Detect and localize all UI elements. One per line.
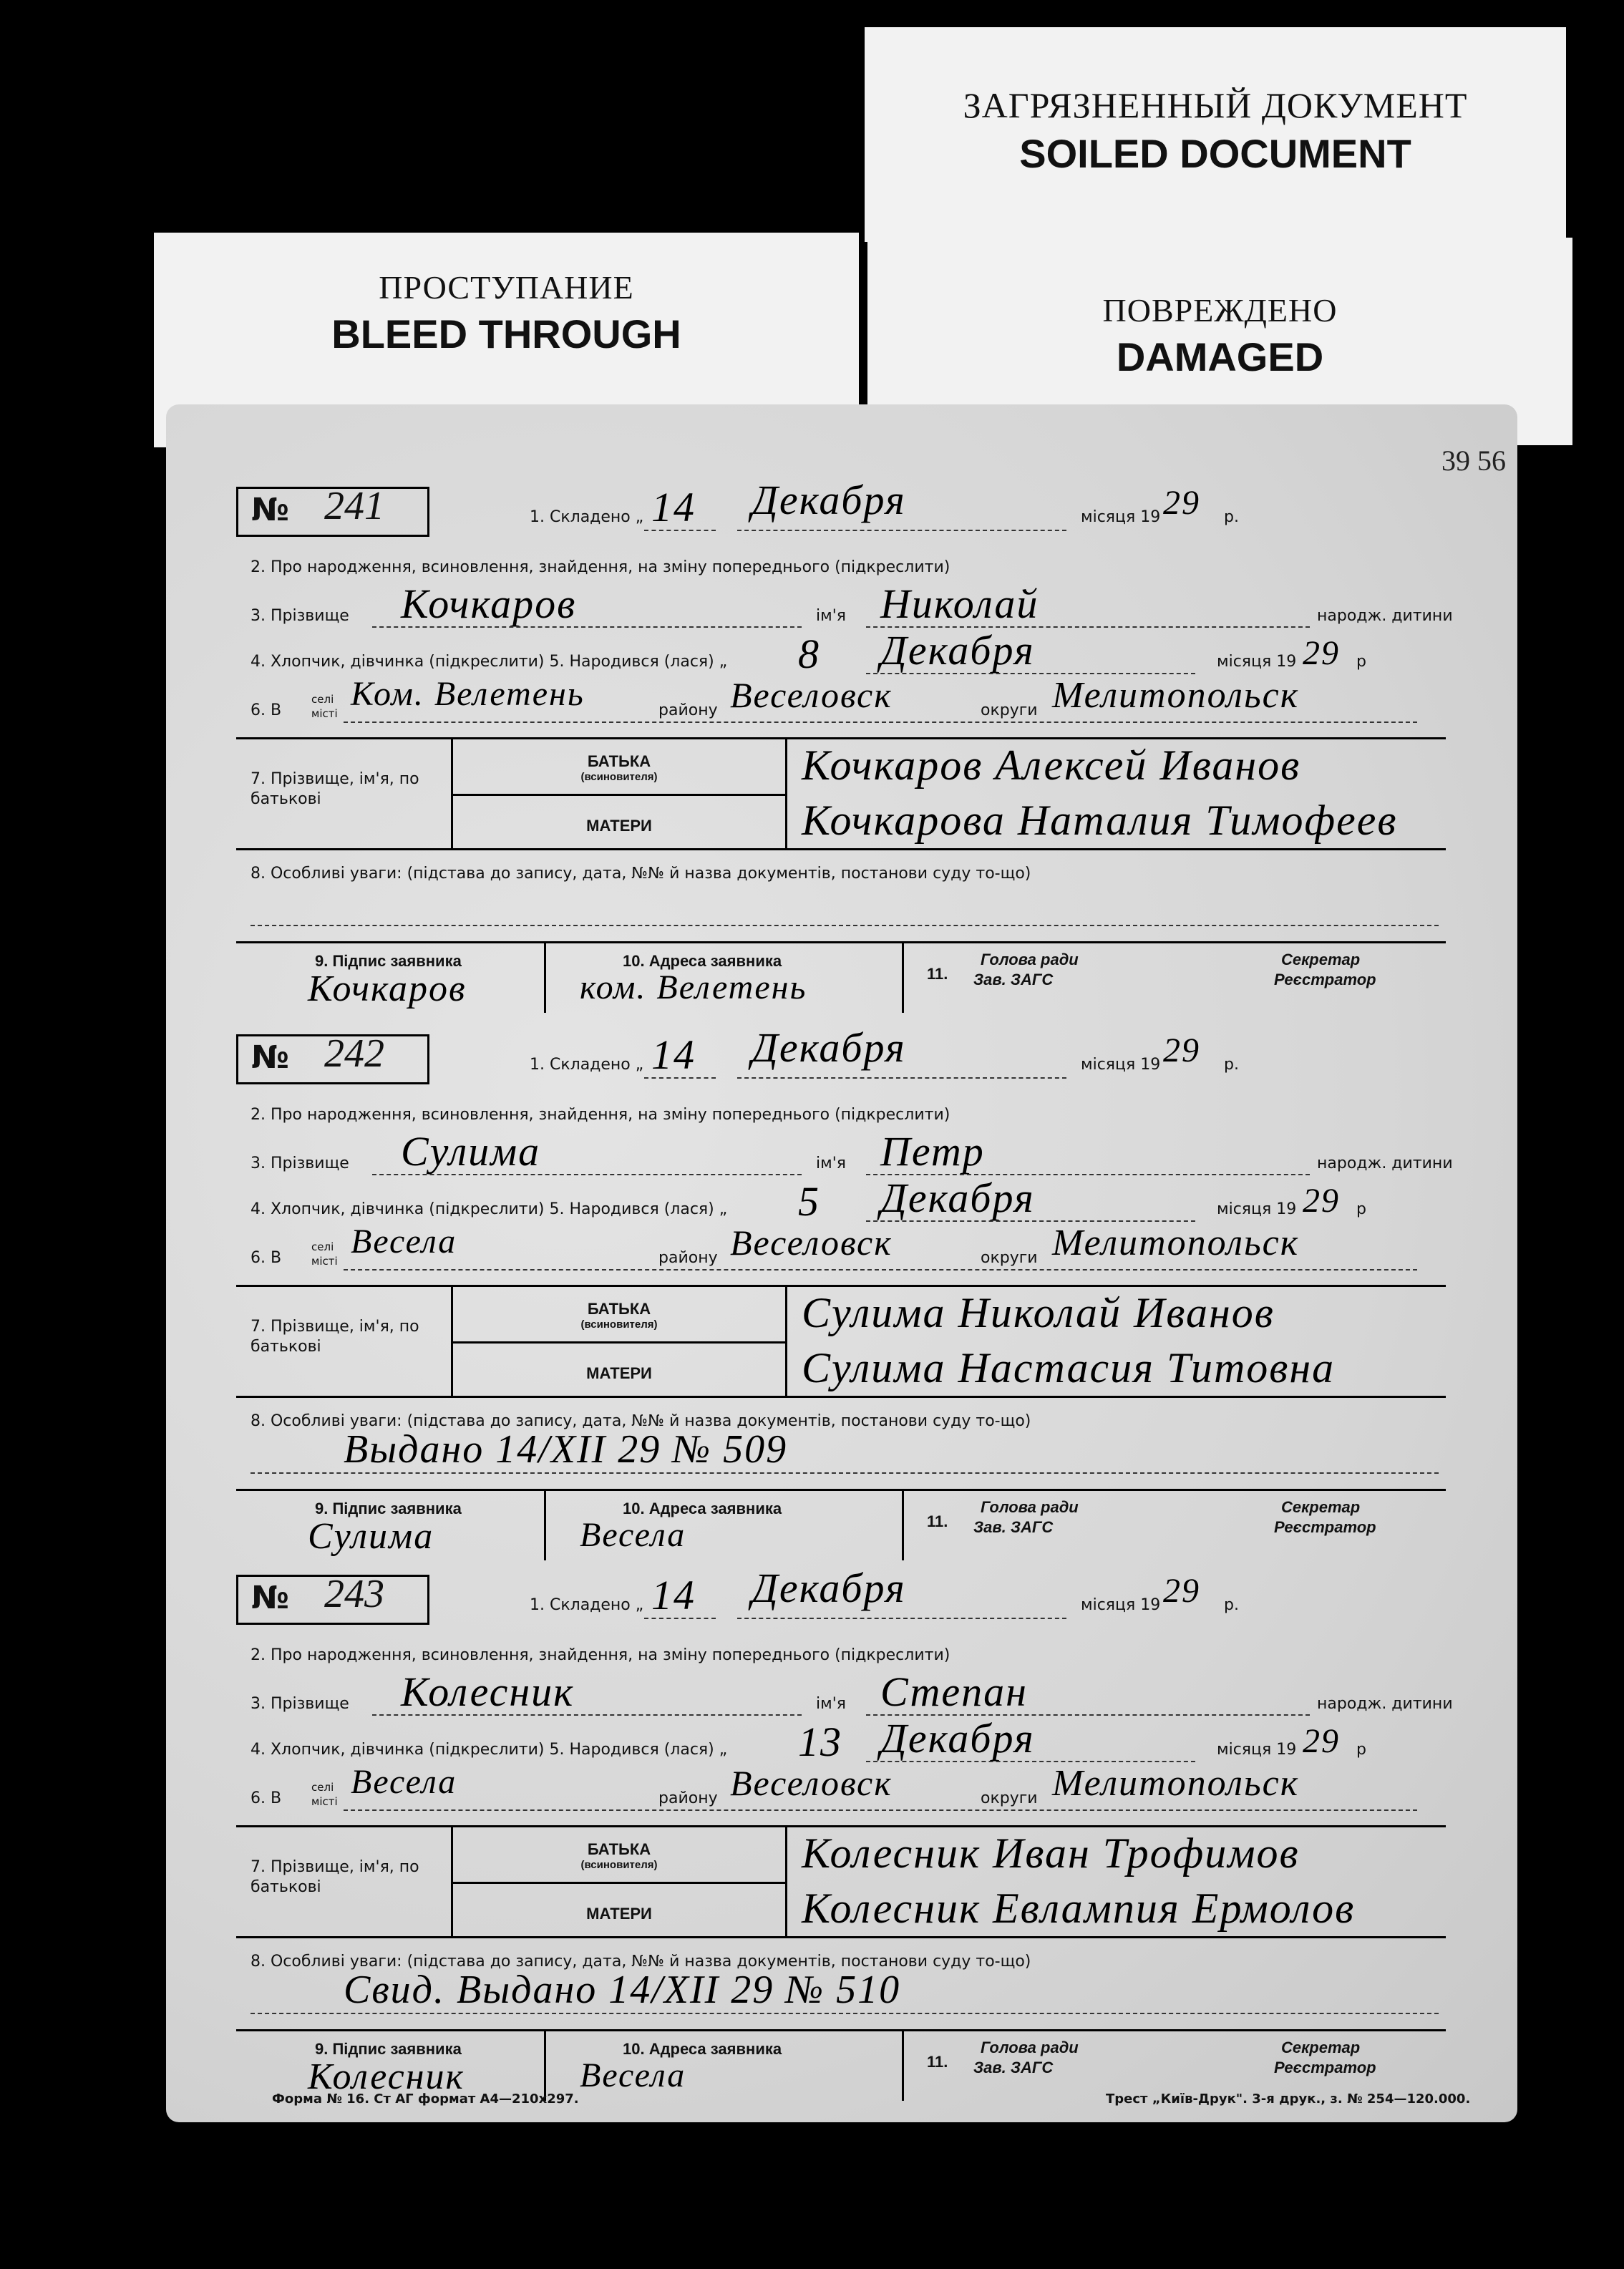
birth-day-value: 5: [798, 1178, 820, 1225]
parents-bottom: [236, 848, 1446, 850]
parents-header-box: [451, 737, 787, 850]
father-sub-label: (всиновителя): [580, 771, 658, 783]
given-name-label: ім'я: [816, 1155, 846, 1172]
compiled-month: Декабря: [752, 1565, 906, 1611]
signature-label: 9. Підпис заявника: [315, 952, 462, 970]
notes-label: 8. Особливі уваги: (підстава до запису, дата, №№ й назва документів, постанови суду то-що): [251, 1953, 1031, 1971]
given-name-value: Степан: [880, 1668, 1028, 1715]
compiled-month-label: місяця 19: [1081, 1596, 1161, 1614]
notes-value: Свид. Выдано 14/XII 29 № 510: [344, 1968, 901, 2012]
compiled-label: 1. Складено „: [530, 1596, 644, 1614]
signature-divider-1: [544, 941, 546, 1013]
birth-year-suffix: р: [1356, 1741, 1366, 1759]
record-number: 242: [324, 1031, 384, 1076]
record-number-box: [236, 484, 429, 537]
compiled-month-line: [737, 530, 1066, 531]
birth-month-value: Декабря: [880, 1715, 1035, 1762]
parents-top: [236, 1285, 1446, 1287]
address-label: 10. Адреса заявника: [623, 1500, 782, 1517]
compiled-month-label: місяця 19: [1081, 1056, 1161, 1074]
father-name-value: Сулима Николай Иванов: [802, 1289, 1275, 1336]
surname-value: Кочкаров: [401, 580, 577, 627]
signature-label: 9. Підпис заявника: [315, 2040, 462, 2058]
mother-name-value: Колесник Евлампия Ермолов: [802, 1885, 1356, 1932]
birth-day-value: 13: [798, 1719, 842, 1765]
father-name-value: Кочкаров Алексей Иванов: [802, 742, 1301, 789]
signature-row-top: [236, 2029, 1446, 2031]
parents-label: 7. Прізвище, ім'я, по батькові: [251, 1858, 419, 1896]
village-label: селі: [311, 1240, 334, 1253]
place-label: 6. В: [251, 701, 282, 719]
parents-top: [236, 737, 1446, 739]
village-value: Весела: [351, 1763, 457, 1801]
okrug-label: округи: [981, 1249, 1038, 1267]
compiled-label: 1. Складено „: [530, 508, 644, 526]
page-number: 39 56: [1441, 444, 1506, 477]
sex-birth-label: 4. Хлопчик, дівчинка (підкреслити) 5. Народився (лася) „: [251, 653, 728, 671]
record-type-line: 2. Про народження, всиновлення, знайдення, на зміну попереднього (підкреслити): [251, 1106, 950, 1124]
address-label: 10. Адреса заявника: [623, 952, 782, 970]
birth-year-value: 29: [1303, 1722, 1340, 1760]
parents-header-box: [451, 1825, 787, 1938]
compiled-month: Декабря: [752, 1024, 906, 1071]
record-number: 241: [324, 484, 384, 528]
village-label: селі: [311, 1781, 334, 1794]
place-label: 6. В: [251, 1249, 282, 1267]
surname-line: [372, 1714, 802, 1716]
compiled-year: 29: [1163, 1031, 1200, 1069]
surname-line: [372, 1174, 802, 1175]
notes-line-1: [251, 1472, 1439, 1474]
head-label: Голова ради: [981, 1498, 1079, 1516]
parents-bottom: [236, 1936, 1446, 1938]
soiled-document-card: [865, 27, 1566, 242]
rayon-value: Веселовск: [730, 1223, 893, 1263]
record-type-line: 2. Про народження, всиновлення, знайдення, на зміну попереднього (підкреслити): [251, 1646, 950, 1664]
surname-value: Колесник: [401, 1668, 575, 1715]
record-number-box: [236, 1572, 429, 1625]
birth-year-value: 29: [1303, 634, 1340, 672]
okrug-value: Мелитопольск: [1052, 1223, 1300, 1263]
surname-value: Сулима: [401, 1128, 541, 1175]
registrar-label: Реєстратор: [1274, 1518, 1376, 1536]
given-name-label: ім'я: [816, 607, 846, 625]
secretary-label: Секретар: [1281, 1498, 1361, 1516]
signature-value: Кочкаров: [308, 968, 467, 1009]
surname-label: 3. Прізвище: [251, 607, 349, 625]
signature-label: 9. Підпис заявника: [315, 1500, 462, 1517]
birth-year-value: 29: [1303, 1182, 1340, 1220]
surname-line: [372, 626, 802, 628]
compiled-month-line: [737, 1077, 1066, 1079]
village-label: селі: [311, 693, 334, 706]
sex-birth-label: 4. Хлопчик, дівчинка (підкреслити) 5. Народився (лася) „: [251, 1741, 728, 1759]
bleed-through-en: BLEED THROUGH: [331, 311, 681, 356]
number-sign: №: [251, 492, 289, 528]
child-label: народж. дитини: [1317, 1695, 1453, 1713]
birth-record-3: [236, 1565, 1496, 2104]
given-name-label: ім'я: [816, 1695, 846, 1713]
birth-record-2: [236, 1024, 1496, 1564]
surname-label: 3. Прізвище: [251, 1155, 349, 1172]
notes-line-1: [251, 2013, 1439, 2014]
secretary-label: Секретар: [1281, 951, 1361, 968]
rayon-label: району: [658, 1789, 718, 1807]
parents-divider: [453, 1341, 785, 1344]
rayon-value: Веселовск: [730, 1763, 893, 1803]
damaged-en: DAMAGED: [1116, 334, 1324, 379]
place-line: [344, 1809, 1417, 1811]
place-line: [344, 721, 1417, 723]
given-name-value: Николай: [880, 580, 1039, 627]
signature-value: Колесник: [308, 2056, 465, 2097]
town-label: місті: [311, 1795, 338, 1808]
bleed-through-ru: ПРОСТУПАНИЕ: [379, 269, 634, 306]
place-label: 6. В: [251, 1789, 282, 1807]
compiled-day-line: [644, 1618, 716, 1619]
compiled-day: 14: [651, 1031, 696, 1078]
compiled-month-label: місяця 19: [1081, 508, 1161, 526]
damaged-ru: ПОВРЕЖДЕНО: [1102, 292, 1338, 329]
father-label: БАТЬКА: [587, 752, 651, 770]
father-sub-label: (всиновителя): [580, 1318, 658, 1331]
father-sub-label: (всиновителя): [580, 1859, 658, 1871]
father-name-value: Колесник Иван Трофимов: [802, 1830, 1300, 1877]
father-label: БАТЬКА: [587, 1300, 651, 1318]
head-label: Голова ради: [981, 951, 1079, 968]
birth-month-label: місяця 19: [1217, 653, 1297, 671]
mother-label: МАТЕРИ: [586, 817, 652, 835]
compiled-year-suffix: р.: [1224, 508, 1239, 526]
notes-line-1: [251, 925, 1439, 926]
soiled-document-en: SOILED DOCUMENT: [1019, 131, 1411, 176]
notes-label: 8. Особливі уваги: (підстава до запису, дата, №№ й назва документів, постанови суду то-що): [251, 865, 1031, 883]
surname-label: 3. Прізвище: [251, 1695, 349, 1713]
mother-name-value: Кочкарова Наталия Тимофеев: [802, 797, 1398, 844]
zags-label: Зав. ЗАГС: [973, 1518, 1054, 1536]
signature-row-top: [236, 1489, 1446, 1491]
signature-divider-2: [902, 941, 904, 1013]
village-value: Весела: [351, 1223, 457, 1260]
rayon-label: району: [658, 701, 718, 719]
address-label: 10. Адреса заявника: [623, 2040, 782, 2058]
okrug-value: Мелитопольск: [1052, 675, 1300, 716]
compiled-day: 14: [651, 484, 696, 530]
parents-label: 7. Прізвище, ім'я, по батькові: [251, 770, 419, 808]
rayon-label: району: [658, 1249, 718, 1267]
birth-month-label: місяця 19: [1217, 1741, 1297, 1759]
number-sign: №: [251, 1039, 289, 1076]
record-type-line: 2. Про народження, всиновлення, знайдення, на зміну попереднього (підкреслити): [251, 558, 950, 576]
compiled-year-suffix: р.: [1224, 1596, 1239, 1614]
signature-divider-2: [902, 2029, 904, 2101]
parents-top: [236, 1825, 1446, 1827]
soiled-document-ru: ЗАГРЯЗНЕННЫЙ ДОКУМЕНТ: [963, 85, 1468, 125]
notes-value: Выдано 14/XII 29 № 509: [344, 1427, 788, 1472]
compiled-day-line: [644, 530, 716, 531]
signature-divider-1: [544, 2029, 546, 2101]
address-value: Весела: [580, 1516, 686, 1554]
address-value: ком. Велетень: [580, 968, 807, 1006]
sex-birth-label: 4. Хлопчик, дівчинка (підкреслити) 5. Народився (лася) „: [251, 1200, 728, 1218]
signature-divider-1: [544, 1489, 546, 1560]
birth-record-1: [236, 477, 1496, 1016]
birth-year-suffix: р: [1356, 653, 1366, 671]
notes-label: 8. Особливі уваги: (підстава до запису, дата, №№ й назва документів, постанови суду то-що): [251, 1412, 1031, 1430]
okrug-value: Мелитопольск: [1052, 1763, 1300, 1804]
compiled-label: 1. Складено „: [530, 1056, 644, 1074]
town-label: місті: [311, 1255, 338, 1268]
child-label: народж. дитини: [1317, 1155, 1453, 1172]
registrar-label: Реєстратор: [1274, 971, 1376, 988]
place-line: [344, 1269, 1417, 1270]
okrug-label: округи: [981, 701, 1038, 719]
head-number: 11.: [927, 1512, 948, 1530]
signature-value: Сулима: [308, 1516, 434, 1557]
signature-row-top: [236, 941, 1446, 943]
compiled-month: Декабря: [752, 477, 906, 523]
birth-month-label: місяця 19: [1217, 1200, 1297, 1218]
rayon-value: Веселовск: [730, 675, 893, 715]
head-number: 11.: [927, 965, 948, 983]
birth-month-value: Декабря: [880, 1175, 1035, 1221]
parents-divider: [453, 1882, 785, 1884]
mother-name-value: Сулима Настасия Титовна: [802, 1344, 1336, 1391]
compiled-year: 29: [1163, 1572, 1200, 1610]
head-label: Голова ради: [981, 2039, 1079, 2056]
signature-divider-2: [902, 1489, 904, 1560]
zags-label: Зав. ЗАГС: [973, 2059, 1054, 2076]
village-value: Ком. Велетень: [351, 675, 585, 713]
parents-bottom: [236, 1396, 1446, 1398]
registrar-label: Реєстратор: [1274, 2059, 1376, 2076]
mother-label: МАТЕРИ: [586, 1364, 652, 1382]
secretary-label: Секретар: [1281, 2039, 1361, 2056]
birth-day-value: 8: [798, 631, 820, 677]
compiled-year: 29: [1163, 484, 1200, 522]
parents-header-box: [451, 1285, 787, 1398]
form-footer-left: Форма № 16. Ст АГ формат А4—210х297.: [272, 2091, 579, 2107]
birth-year-suffix: р: [1356, 1200, 1366, 1218]
form-footer-right: Трест „Київ-Друк". 3-я друк., з. № 254—120.000.: [1106, 2091, 1471, 2107]
number-sign: №: [251, 1580, 289, 1616]
okrug-label: округи: [981, 1789, 1038, 1807]
zags-label: Зав. ЗАГС: [973, 971, 1054, 988]
parents-label: 7. Прізвище, ім'я, по батькові: [251, 1318, 419, 1356]
birth-month-value: Декабря: [880, 627, 1035, 674]
compiled-day-line: [644, 1077, 716, 1079]
address-value: Весела: [580, 2056, 686, 2094]
compiled-year-suffix: р.: [1224, 1056, 1239, 1074]
compiled-month-line: [737, 1618, 1066, 1619]
record-number: 243: [324, 1572, 384, 1616]
head-number: 11.: [927, 2053, 948, 2071]
child-label: народж. дитини: [1317, 607, 1453, 625]
town-label: місті: [311, 707, 338, 720]
record-number-box: [236, 1031, 429, 1084]
father-label: БАТЬКА: [587, 1840, 651, 1858]
compiled-day: 14: [651, 1572, 696, 1618]
parents-divider: [453, 794, 785, 796]
given-name-value: Петр: [880, 1128, 985, 1175]
mother-label: МАТЕРИ: [586, 1905, 652, 1923]
